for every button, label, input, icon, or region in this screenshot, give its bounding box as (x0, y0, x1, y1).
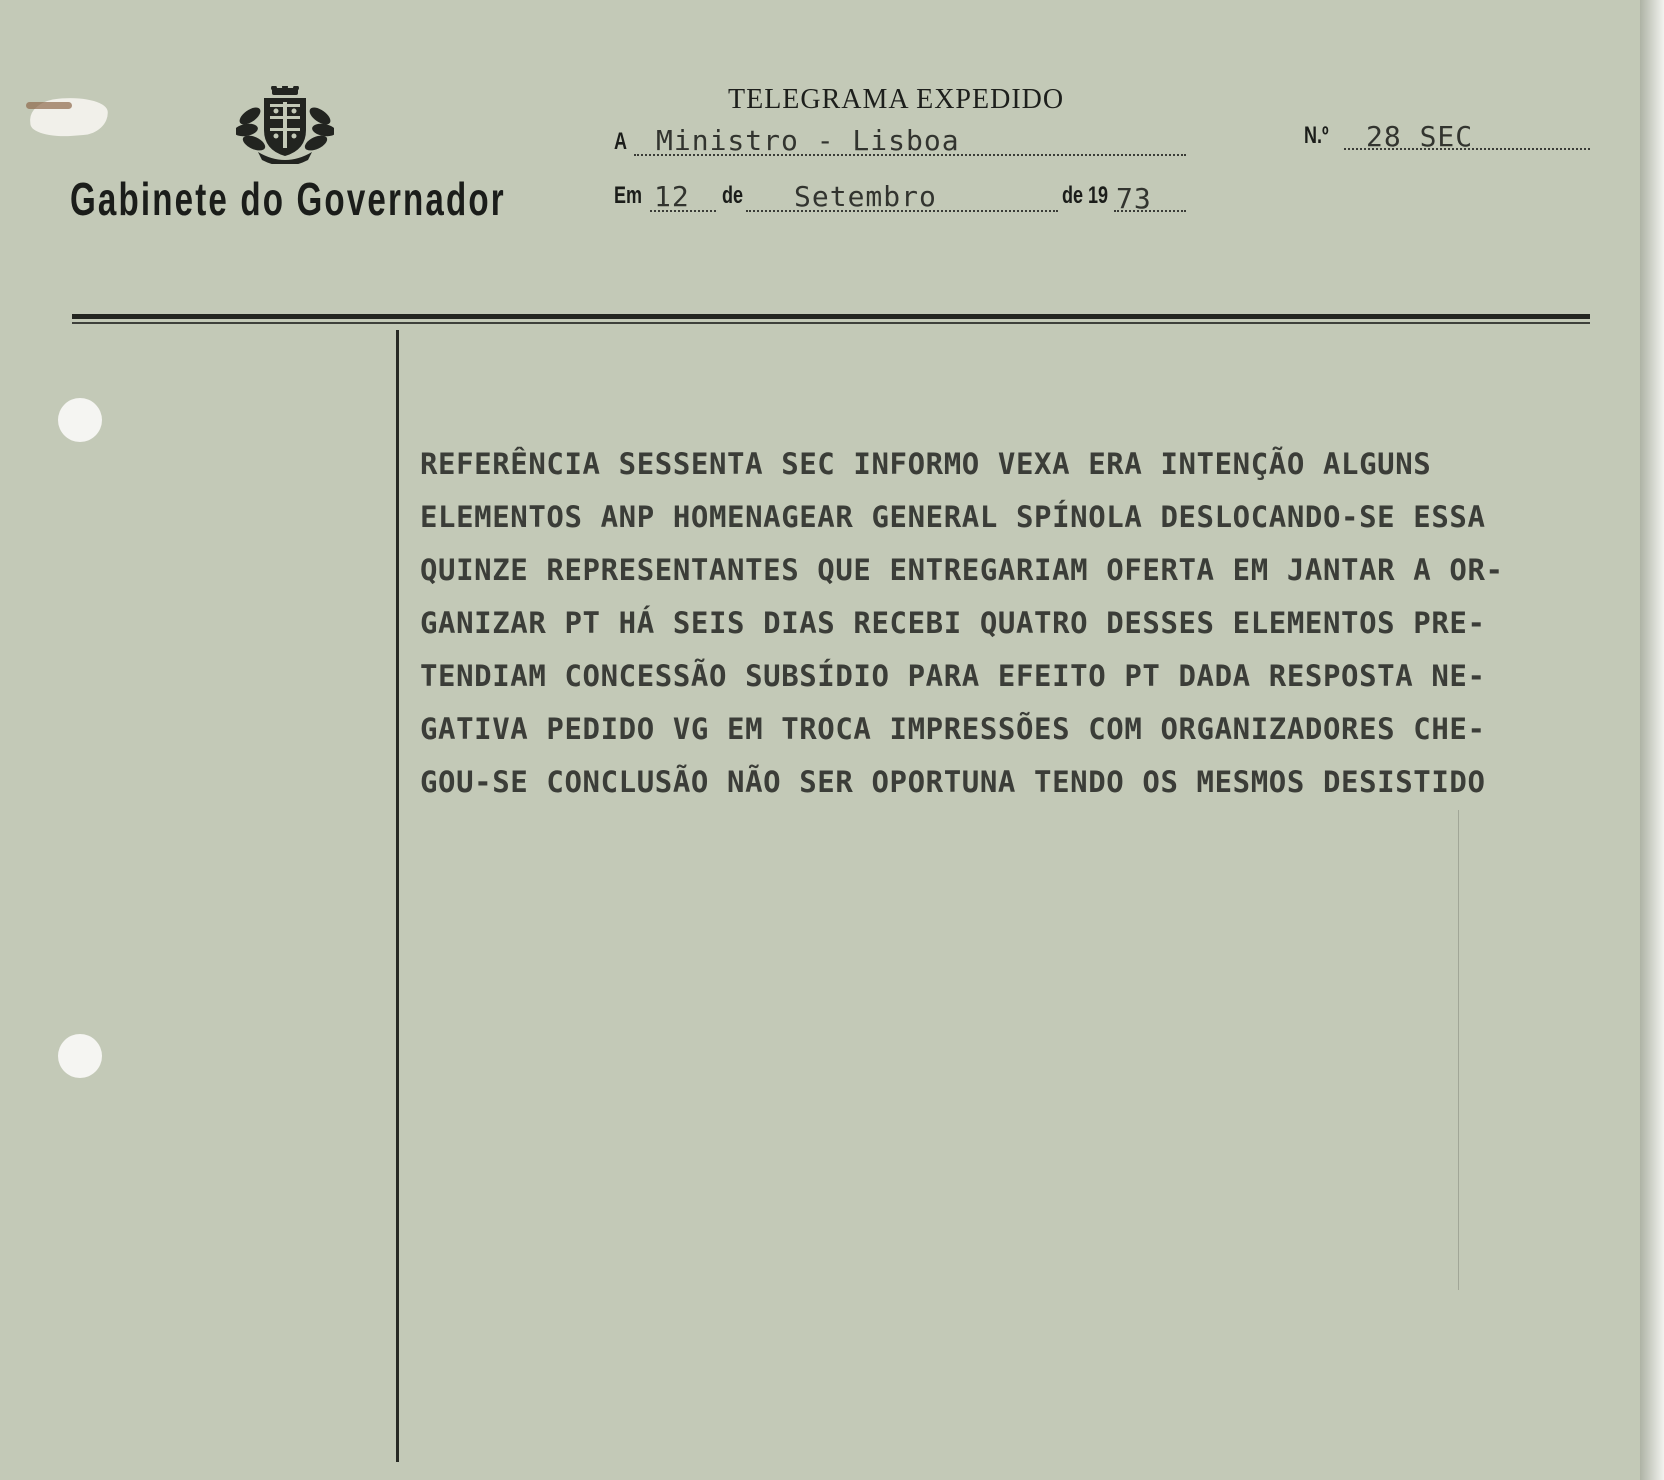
date-prefix-label: Em (614, 182, 643, 209)
number-value: 28 SEC (1366, 120, 1474, 153)
header-rule-thin (72, 322, 1590, 324)
punch-hole-top (58, 398, 102, 442)
message-line: REFERÊNCIA SESSENTA SEC INFORMO VEXA ERA INTENÇÃO ALGUNS (420, 447, 1432, 481)
date-year-suffix: 73 (1116, 182, 1152, 215)
recipient-value: Ministro - Lisboa (656, 124, 960, 157)
recipient-label: A (614, 128, 628, 155)
rust-stain (26, 102, 72, 109)
date-month: Setembro (794, 180, 937, 213)
message-line: GOU-SE CONCLUSÃO NÃO SER OPORTUNA TENDO OS MESMOS DESISTIDO (420, 765, 1486, 799)
header-rule (72, 314, 1590, 319)
message-line: GANIZAR PT HÁ SEIS DIAS RECEBI QUATRO DESSES ELEMENTOS PRE- (420, 606, 1486, 640)
page-edge (1640, 0, 1664, 1480)
date-de-label-2: de 19 (1062, 182, 1109, 209)
message-line: QUINZE REPRESENTANTES QUE ENTREGARIAM OFERTA EM JANTAR A OR- (420, 553, 1504, 587)
punch-hole-bottom (58, 1034, 102, 1078)
number-label: N.º (1304, 122, 1329, 149)
date-day: 12 (654, 180, 690, 213)
office-name: Gabinete do Governador (70, 173, 506, 225)
document-title: TELEGRAMA EXPEDIDO (728, 84, 1065, 115)
date-de-label-1: de (722, 182, 744, 209)
margin-rule (396, 330, 399, 1462)
paper-crease (1458, 810, 1459, 1290)
message-line: TENDIAM CONCESSÃO SUBSÍDIO PARA EFEITO PT DADA RESPOSTA NE- (420, 659, 1486, 693)
message-body (420, 438, 1620, 809)
message-line: GATIVA PEDIDO VG EM TROCA IMPRESSÕES COM ORGANIZADORES CHE- (420, 712, 1486, 746)
message-line: ELEMENTOS ANP HOMENAGEAR GENERAL SPÍNOLA DESLOCANDO-SE ESSA (420, 500, 1486, 534)
coat-of-arms-icon (236, 86, 334, 164)
